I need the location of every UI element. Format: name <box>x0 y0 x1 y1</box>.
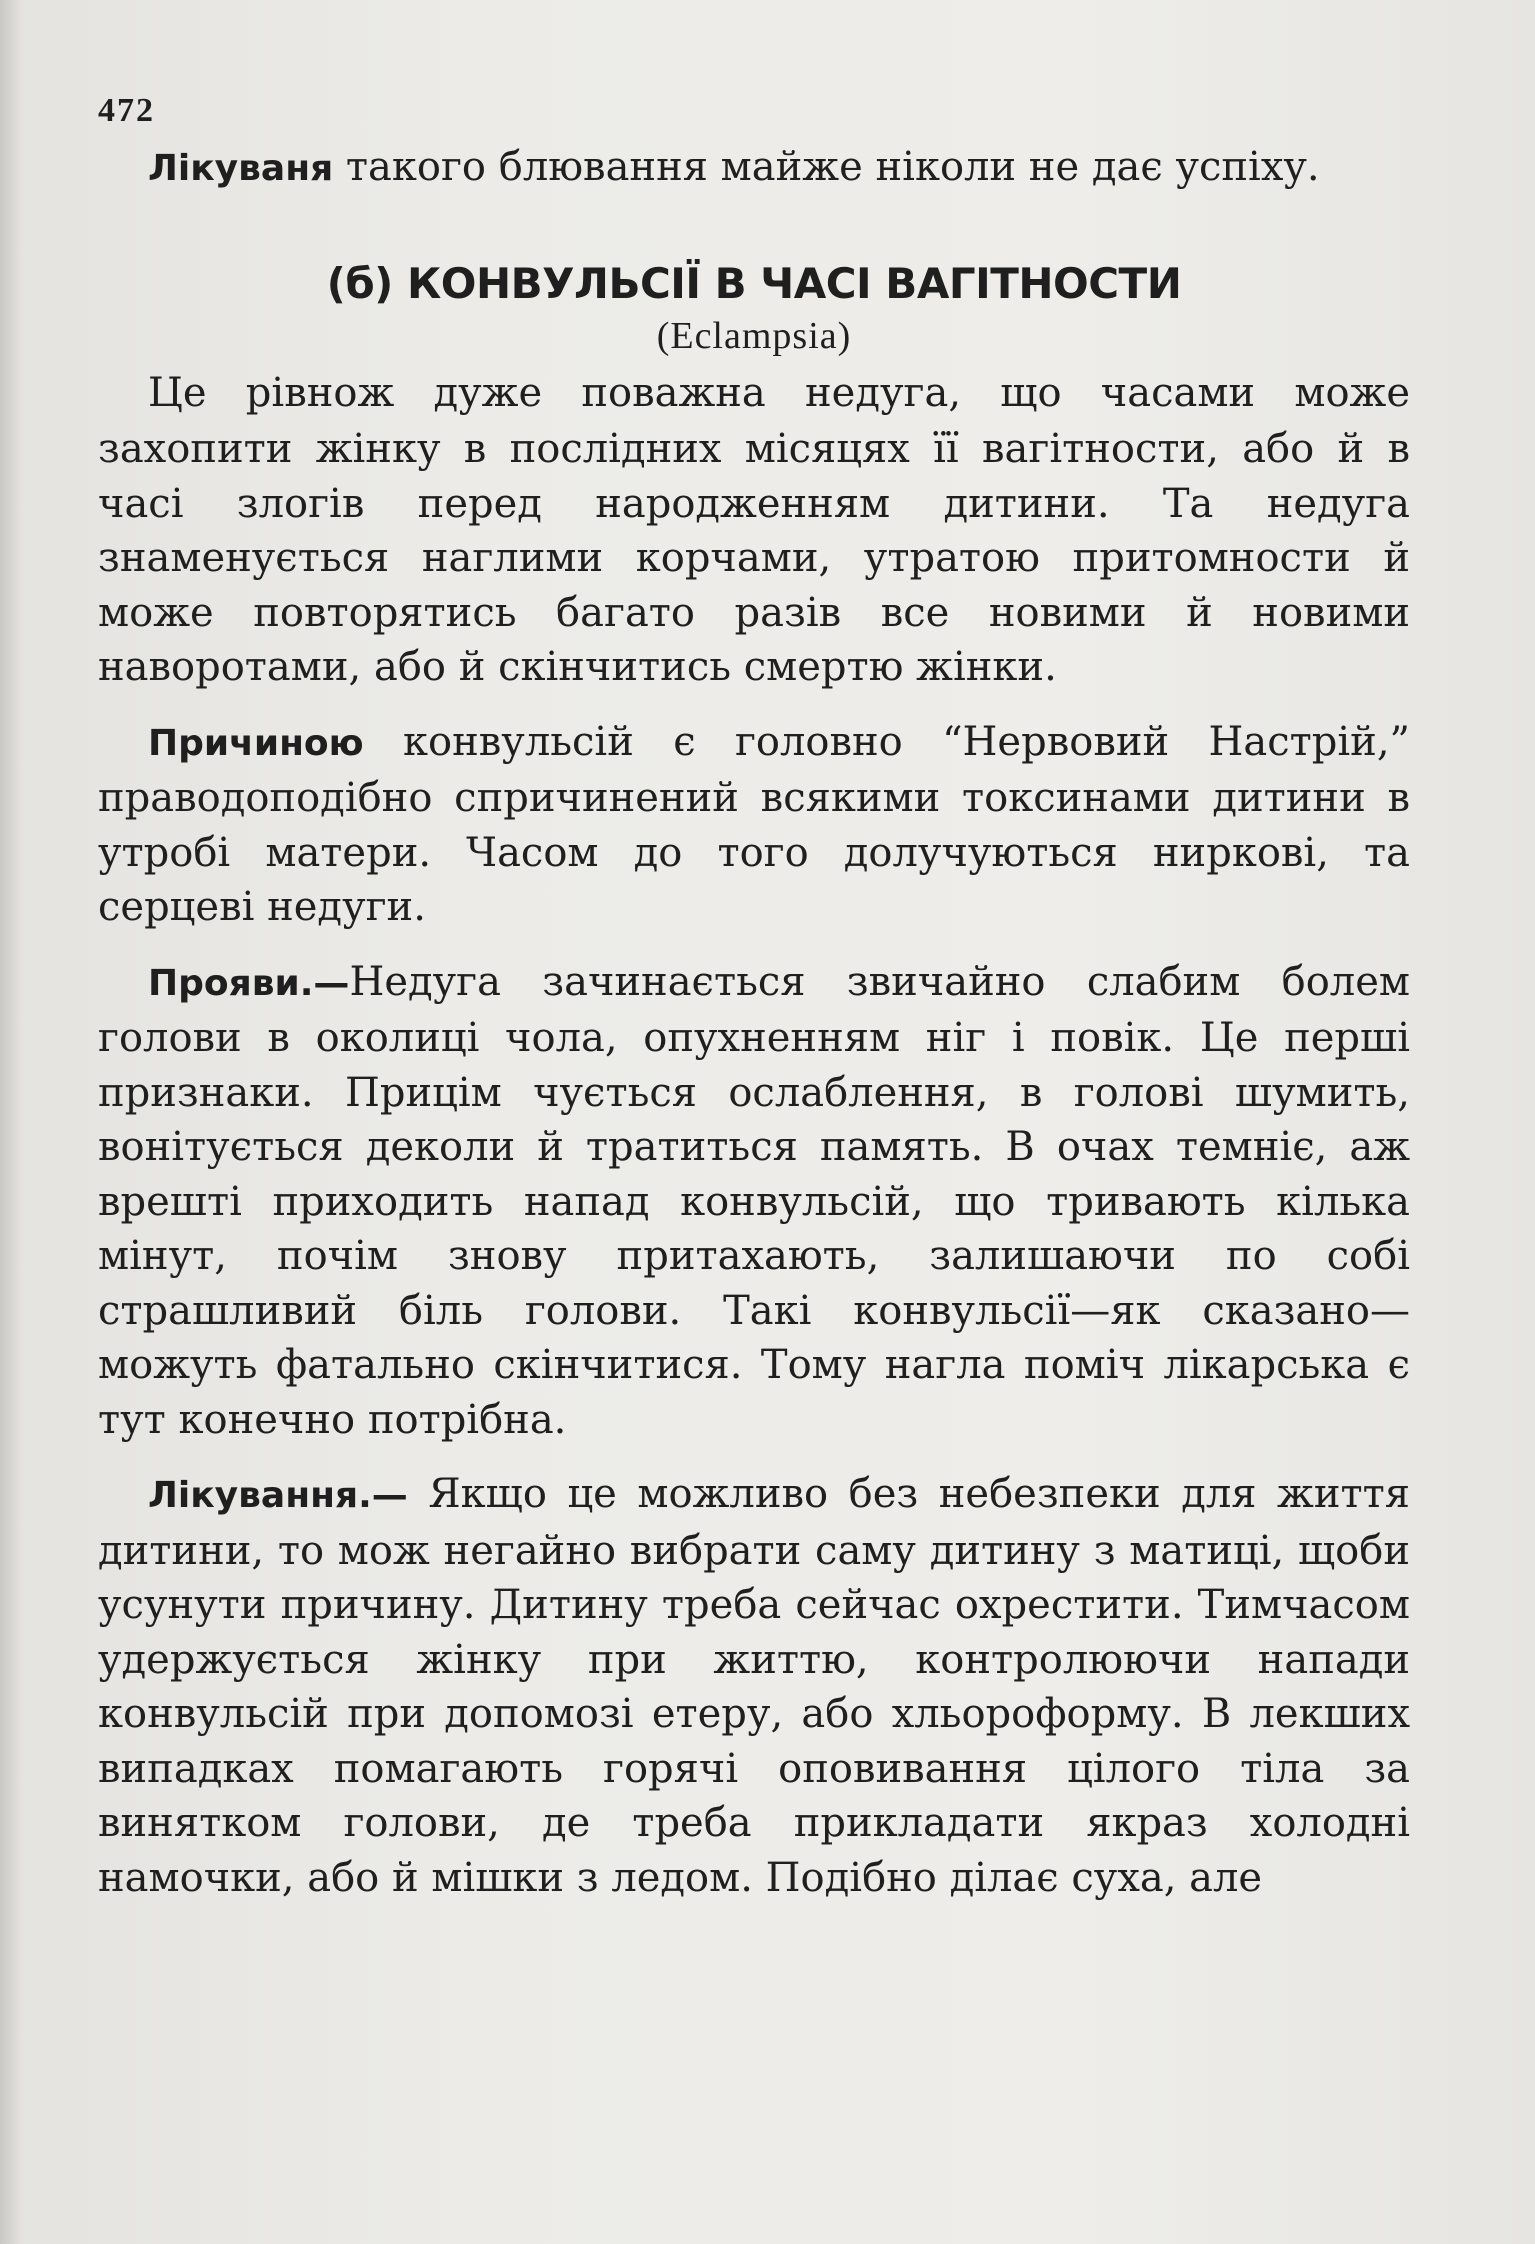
intro-lead: Лікуваня <box>148 148 334 189</box>
paragraph-treatment <box>98 1467 1410 1905</box>
paragraph-description <box>98 366 1410 695</box>
section-title: (б) КОНВУЛЬСІЇ В ЧАСІ ВАГІТНОСТИ <box>326 258 1182 308</box>
intro-paragraph <box>98 140 1410 197</box>
paragraph-lead: Лікування.— <box>148 1475 408 1516</box>
page-number: 472 <box>98 92 155 129</box>
paragraph-text: конвульсій є головно “Нервовий Настрій,” праводоподібно спричинений всякими токсинами дитини в утробі матери. Часом до того долучуються ниркові, та серцеві недуги. <box>98 718 1410 930</box>
paragraph-lead: Причиною <box>148 722 364 764</box>
paragraph-text: Якщо це можливо без небезпеки для життя дитини, то мож негайно вибрати саму дитину з матиці, щоби усунути причину. Дитину треба сейчас охрестити. Тимчасом удержується жінку при життю, контролюючи напади конвульсій при допомозі етеру, або хльороформу. В лекших випадках помагають горячі оповивання цілого тіла за винятком голови, де треба прикладати якраз холодні намочки, або й мішки з ледом. Подібно ділає суха, але <box>98 1471 1410 1901</box>
paragraph-text: Це рівнож дуже поважна недуга, що часами може захопити жінку в послідних місяцях її вагітности, або й в часі злогів перед народженням дитини. Та недуга знаменується наглими корчами, утратою притомности й може повторятись багато разів все новими й новими наворотами, або й скінчитись смертю жінки. <box>98 369 1410 690</box>
page-text-block <box>98 92 1410 1905</box>
paragraph-symptoms <box>98 955 1410 1448</box>
paragraph-causes <box>98 715 1410 935</box>
paragraph-lead: Прояви.— <box>148 962 350 1004</box>
binding-shadow <box>0 0 22 2244</box>
intro-text: такого блювання майже ніколи не дає успіху. <box>333 144 1320 190</box>
section-subtitle: (Eclampsia) <box>656 314 852 357</box>
paragraph-text: Недуга зачинається звичайно слабим болем голови в околиці чола, опухненням ніг і повік. Це перші признаки. Прицім чується ослаблення, в голові шумить, вонітується деколи й тратиться память. В очах темніє, аж врешті приходить напад конвульсій, що тривають кілька мінут, почім знову притахають, залишаючи по собі страшливий біль голови. Такі конвульсії—як сказано— можуть фатально скінчитися. Тому нагла поміч лікарська є тут конечно потрібна. <box>98 958 1410 1443</box>
